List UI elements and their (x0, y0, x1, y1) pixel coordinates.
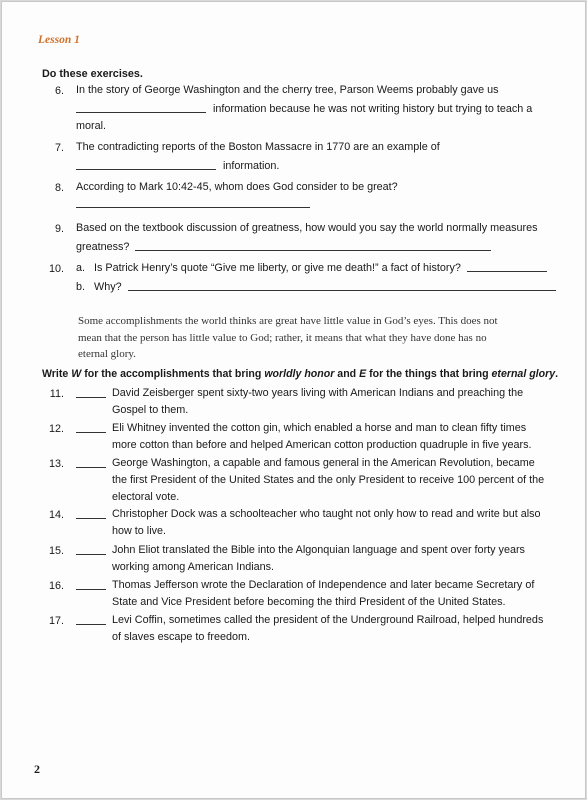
instruction-text: and (334, 368, 360, 380)
question-line-text: information. (223, 160, 280, 172)
item-text (112, 455, 562, 506)
question-line (76, 101, 556, 118)
answer-blank[interactable] (467, 270, 547, 272)
instruction-emphasis: eternal glory (491, 368, 556, 380)
question-line: Based on the textbook discussion of greatness, how would you say the world normally measures (76, 222, 538, 234)
question-number: 10. (48, 263, 64, 275)
item-line: Levi Coffin, sometimes called the president of the Underground Railroad, helped hundreds (112, 614, 544, 626)
item-number: 17. (48, 615, 64, 627)
instruction-emphasis: E (359, 368, 367, 380)
answer-blank[interactable] (76, 432, 106, 433)
note-line: Some accomplishments the world thinks are great have little value in God’s eyes. This does not (78, 315, 498, 327)
item-line: working among American Indians. (112, 561, 275, 573)
note-line: eternal glory. (78, 348, 136, 360)
page-number: 2 (34, 762, 40, 776)
instruction-text: for the accomplishments that bring (81, 368, 265, 380)
note-line: mean that the person has little value to God; rather, it means that what they have done has no (78, 331, 487, 344)
item-number: 15. (48, 545, 64, 557)
item-text (112, 385, 562, 419)
question-number: 6. (54, 85, 64, 97)
question-line: The contradicting reports of the Boston Massacre in 1770 are an example of (76, 141, 440, 153)
answer-blank[interactable] (76, 589, 106, 590)
question-line (76, 260, 566, 277)
item-line: George Washington, a capable and famous general in the American Revolution, became (112, 457, 535, 469)
item-number: 14. (48, 509, 64, 521)
item-line: electoral vote. (112, 491, 180, 503)
item-line: Thomas Jefferson wrote the Declaration of Independence and later became Secretary of (112, 579, 535, 591)
question-line: In the story of George Washington and the cherry tree, Parson Weems probably gave us (76, 84, 499, 96)
answer-blank[interactable] (76, 554, 106, 555)
sub-label: a. (76, 262, 86, 274)
instruction-emphasis: W (71, 368, 82, 380)
answer-blank[interactable] (128, 289, 556, 291)
question-line-text: Why? (94, 281, 122, 293)
item-line: the first President of the United States and the only President to receive 100 percent of the (112, 474, 545, 486)
question-line (76, 158, 556, 175)
answer-blank[interactable] (76, 168, 216, 170)
answer-blank[interactable] (76, 467, 106, 468)
item-number: 12. (48, 423, 64, 435)
workbook-page (2, 2, 585, 798)
note-paragraph (78, 313, 538, 363)
question-line (76, 279, 566, 296)
item-line: John Eliot translated the Bible into the Algonquian language and spent over forty years (112, 544, 525, 556)
sub-label: b. (76, 281, 86, 293)
question-line-text: Is Patrick Henry’s quote “Give me liberty, or give me death!” a fact of history? (94, 262, 461, 274)
item-text (112, 420, 562, 454)
item-line: State and Vice President before becoming the third President of the United States. (112, 596, 506, 608)
answer-blank[interactable] (76, 624, 106, 625)
item-number: 16. (48, 580, 64, 592)
item-line: David Zeisberger spent sixty-two years living with American Indians and preaching the (112, 387, 524, 399)
question-number: 9. (54, 223, 64, 235)
instruction-text: Write (42, 368, 72, 380)
item-line: how to live. (112, 525, 167, 537)
lesson-label: Lesson 1 (38, 34, 80, 46)
item-line: Christopher Dock was a schoolteacher who taught not only how to read and write but also (112, 508, 541, 520)
item-line: Eli Whitney invented the cotton gin, which enabled a horse and man to clean fifty times (112, 422, 527, 434)
answer-blank[interactable] (76, 397, 106, 398)
question-text: According to Mark 10:42-45, whom does God consider to be great? (76, 181, 398, 193)
item-number: 11. (49, 388, 64, 400)
question-line-text: greatness? (76, 241, 130, 253)
item-line: of slaves escape to freedom. (112, 631, 251, 643)
instruction-emphasis: worldly honor (264, 368, 335, 380)
question-line: moral. (76, 120, 106, 132)
question-text (76, 82, 556, 135)
question-line (76, 239, 556, 256)
question-line-text: information because he was not writing history but trying to teach a (213, 103, 533, 115)
section-instruction (42, 368, 558, 380)
section-instruction: Do these exercises. (42, 68, 143, 80)
answer-blank[interactable] (135, 249, 491, 251)
item-number: 13. (48, 458, 64, 470)
answer-blank[interactable] (76, 111, 206, 113)
item-line: more cotton than before and helped American cotton production quadruple in five years. (112, 439, 532, 451)
instruction-text: for the things that bring (366, 368, 492, 380)
question-text (76, 139, 556, 175)
question-number: 7. (54, 142, 64, 154)
question-number: 8. (54, 182, 64, 194)
question-text (76, 260, 566, 296)
item-text (112, 542, 562, 576)
item-text (112, 577, 562, 611)
item-text (112, 612, 562, 646)
question-text (76, 220, 556, 256)
instruction-text: . (555, 368, 559, 380)
item-line: Gospel to them. (112, 404, 189, 416)
answer-blank[interactable] (76, 518, 106, 519)
item-text (112, 506, 562, 540)
answer-line[interactable] (76, 207, 310, 208)
